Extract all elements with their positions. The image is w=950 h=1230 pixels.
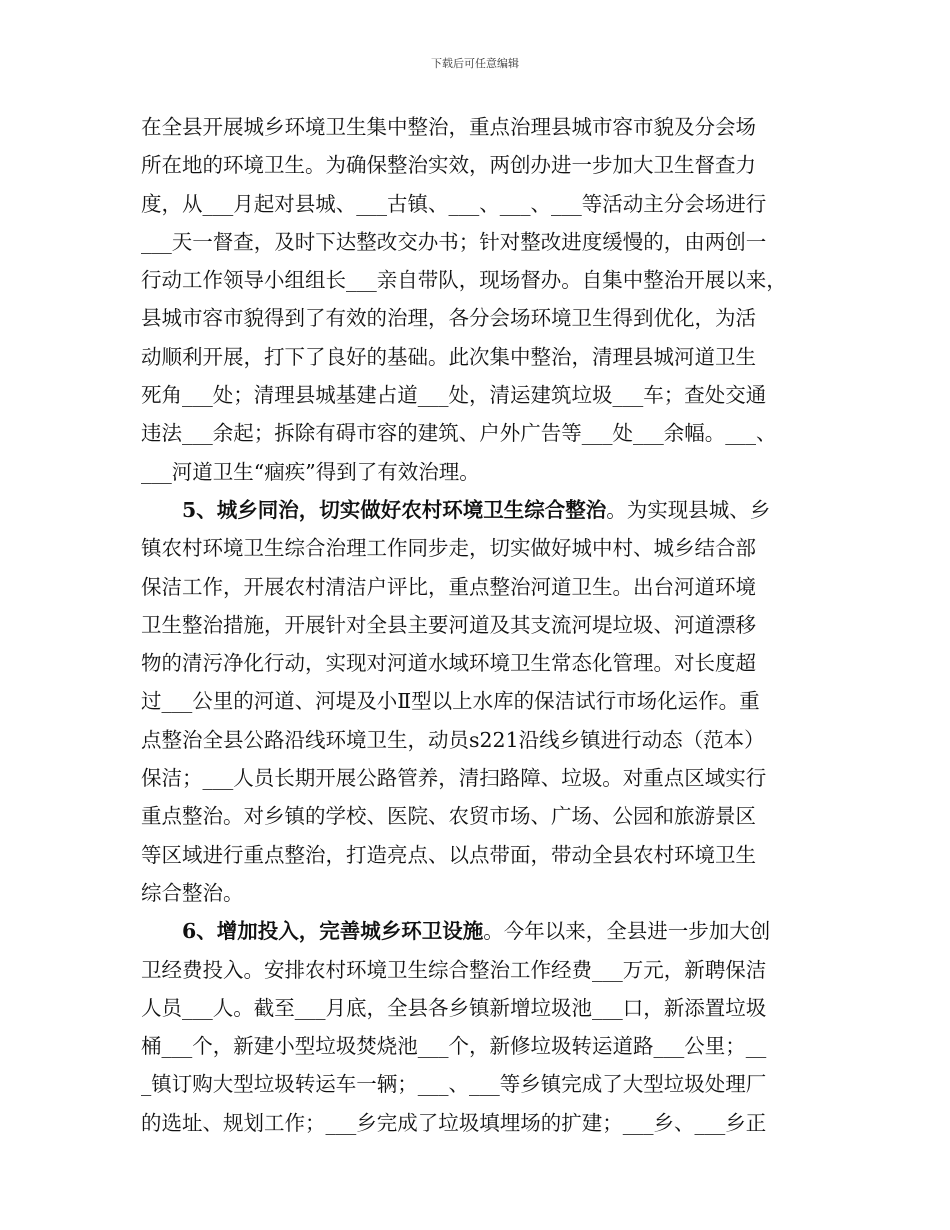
text-line bbox=[141, 1027, 813, 1065]
line-text: ___河道卫生“痼疾”得到了有效治理。 bbox=[141, 459, 480, 484]
text-line bbox=[141, 759, 813, 797]
text-line bbox=[141, 223, 813, 261]
text-line bbox=[141, 185, 813, 223]
text-line bbox=[141, 797, 813, 835]
line-text: 保洁；___人员长期开展公路管养，清扫路障、垃圾。对重点区域实行 bbox=[141, 766, 767, 791]
line-text: 。今年以来，全县进一步加大创 bbox=[483, 919, 771, 944]
line-text: 等区域进行重点整治，打造亮点、以点带面，带动全县农村环境卫生 bbox=[141, 842, 756, 867]
line-text: 保洁工作，开展农村清洁户评比，重点整治河道卫生。出台河道环境 bbox=[141, 574, 756, 599]
line-text: 。为实现县城、乡 bbox=[606, 497, 771, 522]
line-text: 物的清污净化行动，实现对河道水域环境卫生常态化管理。对长度超 bbox=[141, 651, 756, 676]
line-text: 人员___人。截至___月底，全县各乡镇新增垃圾池___口，新添置垃圾 bbox=[141, 995, 767, 1020]
paragraph-heading-line bbox=[141, 491, 813, 529]
text-line bbox=[141, 146, 813, 184]
line-text: 县城市容市貌得到了有效的治理，各分会场环境卫生得到优化，为活 bbox=[141, 306, 756, 331]
text-line bbox=[141, 453, 813, 491]
line-text: _镇订购大型垃圾转运车一辆；___、___等乡镇完成了大型垃圾处理厂 bbox=[141, 1072, 767, 1097]
line-text: 桶___个，新建小型垃圾焚烧池___个，新修垃圾转运道路___公里；__ bbox=[141, 1034, 767, 1059]
line-text: 所在地的环境卫生。为确保整治实效，两创办进一步加大卫生督查力 bbox=[141, 153, 756, 178]
header-note: 下载后可任意编辑 bbox=[431, 57, 519, 70]
line-text: 重点整治。对乡镇的学校、医院、农贸市场、广场、公园和旅游景区 bbox=[141, 804, 756, 829]
text-line bbox=[141, 989, 813, 1027]
text-line bbox=[141, 721, 813, 759]
line-text: 综合整治。 bbox=[141, 880, 244, 905]
section-heading: 5、城乡同治，切实做好农村环境卫生综合整治 bbox=[182, 497, 607, 522]
section-heading: 6、增加投入，完善城乡环卫设施 bbox=[182, 919, 484, 944]
text-line bbox=[141, 261, 813, 299]
line-text: 动顺利开展，打下了良好的基础。此次集中整治，清理县城河道卫生 bbox=[141, 344, 756, 369]
text-line bbox=[141, 606, 813, 644]
line-text: 在全县开展城乡环境卫生集中整治，重点治理县城市容市貌及分会场 bbox=[141, 115, 756, 139]
line-text: 违法___余起；拆除有碍市容的建筑、户外广告等___处___余幅。___、 bbox=[141, 421, 777, 446]
text-line bbox=[141, 108, 813, 146]
text-line bbox=[141, 836, 813, 874]
line-text: 死角___处；清理县城基建占道___处，清运建筑垃圾___车；查处交通 bbox=[141, 383, 767, 408]
line-text: 的选址、规划工作；___乡完成了垃圾填埋场的扩建；___乡、___乡正 bbox=[141, 1110, 767, 1135]
text-line bbox=[141, 682, 813, 720]
text-line bbox=[141, 299, 813, 337]
line-text: 镇农村环境卫生综合治理工作同步走，切实做好城中村、城乡结合部 bbox=[141, 536, 756, 561]
line-text: 卫经费投入。安排农村环境卫生综合整治工作经费___万元，新聘保洁 bbox=[141, 957, 767, 982]
paragraph-heading-line bbox=[141, 912, 813, 950]
text-line bbox=[141, 644, 813, 682]
line-text: 行动工作领导小组组长___亲自带队，现场督办。自集中整治开展以来， bbox=[141, 268, 787, 293]
line-text: ___天一督查，及时下达整改交办书；针对整改进度缓慢的，由两创一 bbox=[141, 229, 767, 254]
text-line bbox=[141, 1104, 813, 1142]
text-line bbox=[141, 1065, 813, 1103]
document-body bbox=[141, 108, 813, 1142]
line-text: 过___公里的河道、河堤及小Ⅱ型以上水库的保洁试行市场化运作。重 bbox=[141, 689, 760, 714]
line-text: 度，从___月起对县城、___古镇、___、___、___等活动主分会场进行 bbox=[141, 191, 767, 216]
text-line bbox=[141, 951, 813, 989]
text-line bbox=[141, 376, 813, 414]
text-line bbox=[141, 529, 813, 567]
text-line bbox=[141, 414, 813, 452]
text-line bbox=[141, 338, 813, 376]
text-line bbox=[141, 568, 813, 606]
line-text: 卫生整治措施，开展针对全县主要河道及其支流河堤垃圾、河道漂移 bbox=[141, 612, 756, 637]
text-line bbox=[141, 874, 813, 912]
line-text: 点整治全县公路沿线环境卫生，动员s221沿线乡镇进行动态（范本） bbox=[141, 727, 765, 752]
